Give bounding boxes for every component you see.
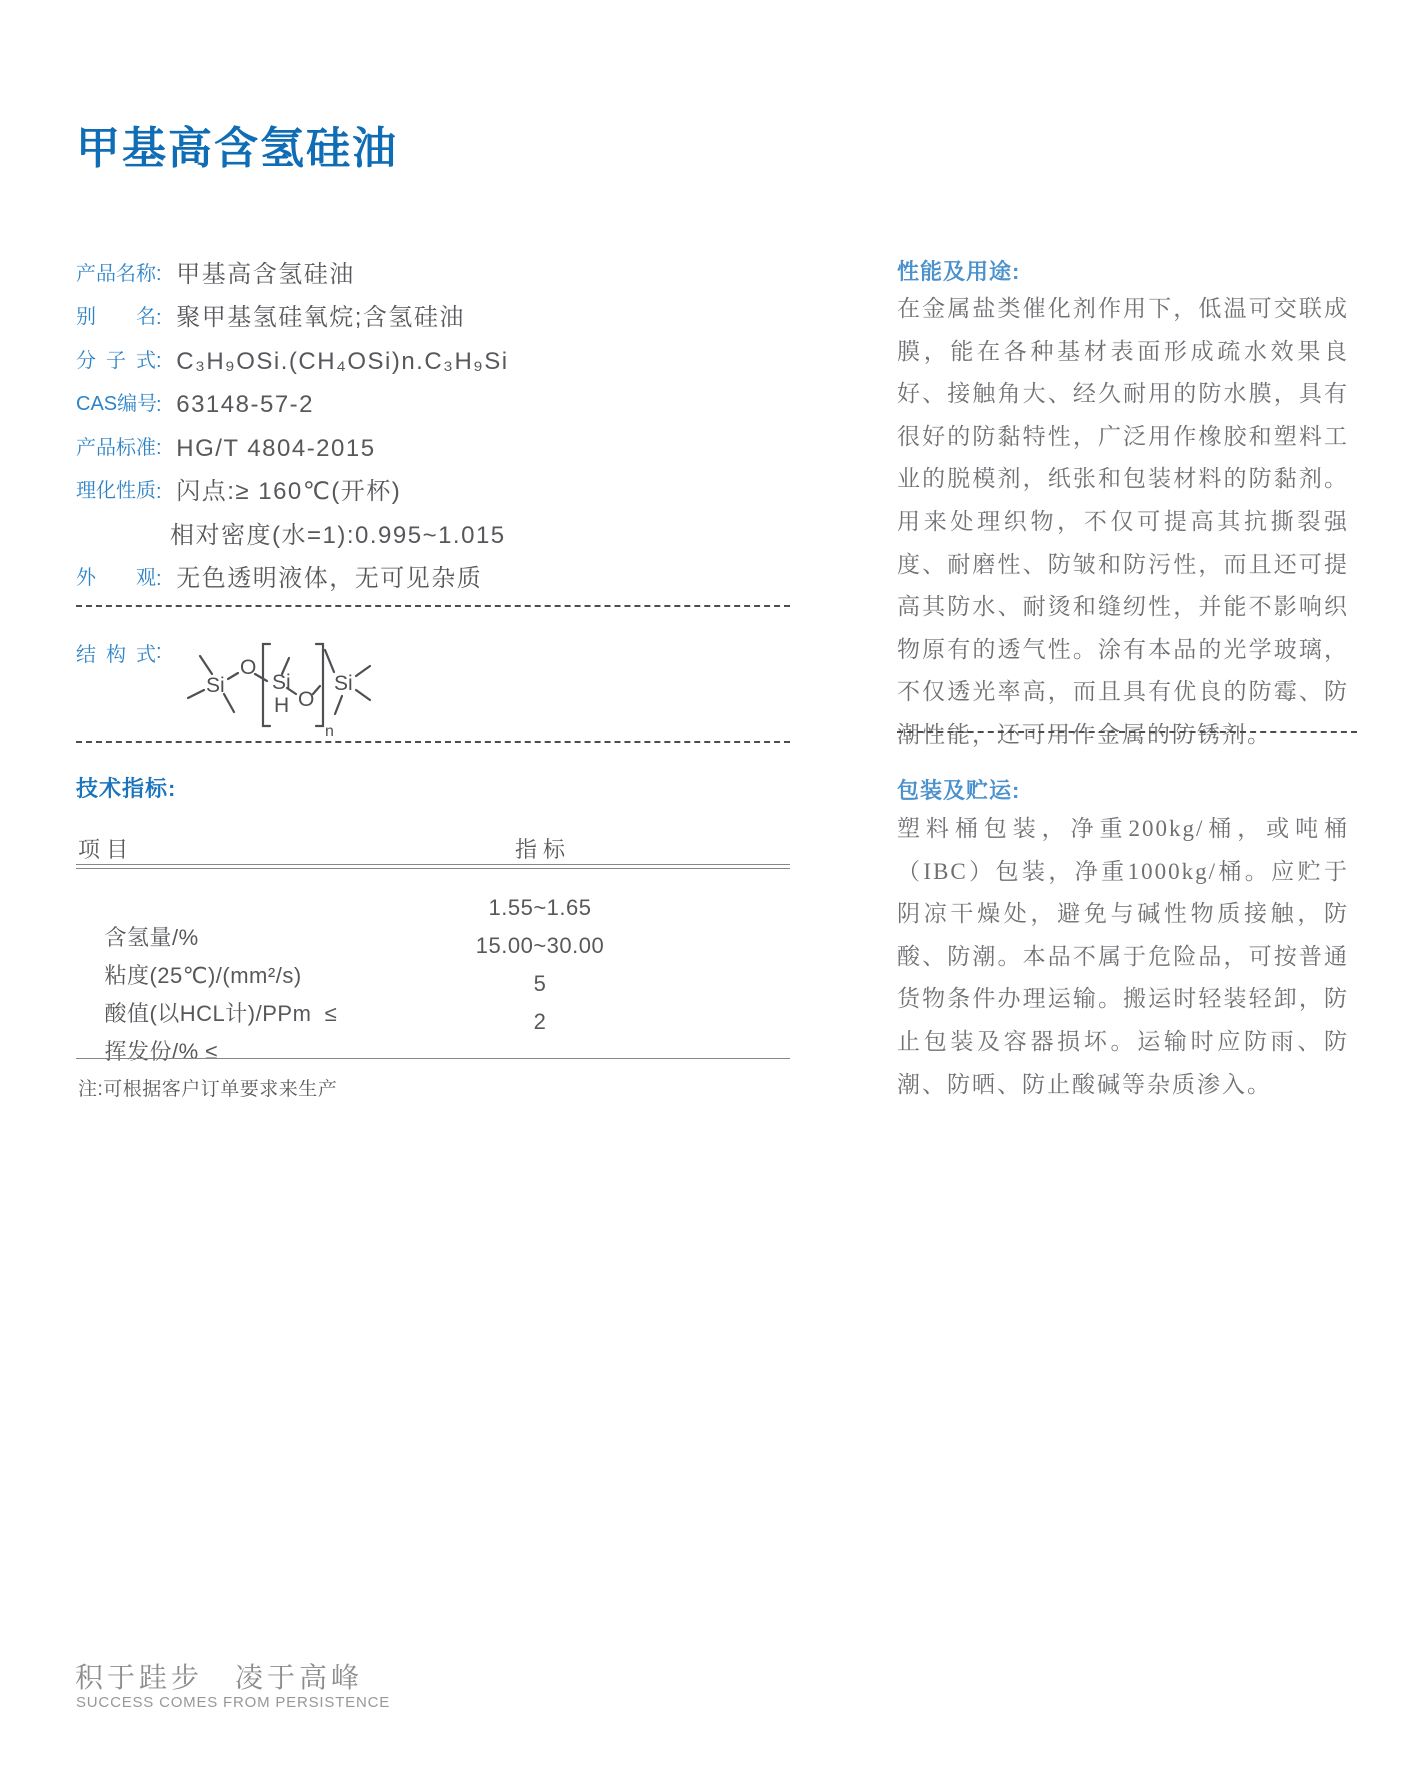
info-row-product-name [76,252,796,296]
dashed-separator [76,741,790,743]
label-colon: : [156,436,162,459]
footer-slogan-english: SUCCESS COMES FROM PERSISTENCE [76,1694,391,1711]
info-label: 外观 [76,567,156,590]
o-atom: O [298,688,315,711]
table-note: 注:可根据客户订单要求来生产 [78,1079,338,1100]
info-row-cas [76,383,796,427]
page-title: 甲基高含氢硅油 [76,124,398,173]
item-cell: 含氢量/% [104,925,199,950]
table-header-row [78,833,790,864]
si-atom: Si [334,672,353,695]
structure-label: 结构式: [76,641,162,666]
info-value: 无色透明液体，无可见杂质 [176,565,483,593]
info-label: 分子式 [76,349,156,372]
label-colon: : [156,567,162,590]
table-bottom-rule [76,1058,790,1059]
spec-cell: 5 [533,971,547,996]
item-cell: 挥发份/% ≤ [104,1039,218,1064]
info-value: 相对密度(水=1):0.995~1.015 [170,521,506,549]
subscript-n: n [325,723,334,740]
label-colon: : [156,306,162,329]
column-header-spec: 指 标 [514,837,566,862]
info-row-alias [76,296,796,340]
info-label: 别名 [76,306,156,329]
si-atom: Si [206,674,225,697]
table-row [78,1009,790,1118]
info-row-physchem [76,470,796,514]
packaging-paragraph: 塑料桶包装，净重200kg/桶，或吨桶（IBC）包装，净重1000kg/桶。应贮于阴凉干燥处，避免与碱性物质接触，防酸、防潮。本品不属于危险品，可按普通货物条件办理运输。搬运时轻装轻卸，防止包装及容器损坏。运输时应防雨、防潮、防晒、防止酸碱等杂质渗入。 [897,816,1349,1097]
info-value: HG/T 4804-2015 [176,434,376,462]
item-cell: 粘度(25℃)/(mm²/s) [104,963,302,988]
o-atom: O [240,656,257,679]
info-value: 闪点:≥ 160℃(开杯) [176,478,402,506]
performance-heading: 性能及用途: [897,259,1021,284]
tech-specs-heading: 技术指标: [76,776,177,801]
info-row-density [76,513,796,557]
info-row-appearance [76,557,796,601]
info-label: 理化性质 [76,480,156,503]
info-value: C₃H₉OSi.(CH₄OSi)n.C₃H₉Si [176,347,509,375]
info-row-formula [76,339,796,383]
h-atom: H [274,694,290,717]
info-row-standard [76,426,796,470]
info-label: CAS编号 [76,393,158,416]
dashed-separator [897,731,1357,733]
spec-cell: 2 [533,1009,547,1034]
info-value: 聚甲基氢硅氧烷;含氢硅油 [176,304,465,332]
info-value: 63148-57-2 [176,391,314,419]
dashed-separator [76,605,790,607]
structural-formula-drawing [158,630,438,746]
info-label: 产品名称 [76,262,156,285]
si-atom: Si [272,671,291,694]
product-info-list [76,252,796,600]
performance-paragraph: 在金属盐类催化剂作用下，低温可交联成膜，能在各种基材表面形成疏水效果良好、接触角大、经久耐用的防水膜，具有很好的防黏特性，广泛用作橡胶和塑料工业的脱模剂，纸张和包装材料的防黏剂。用来处理织物，不仅可提高其抗撕裂强度、耐磨性、防皱和防污性，而且还可提高其防水、耐烫和缝纫性，并能不影响织物原有的透气性。涂有本品的光学玻璃，不仅透光率高，而且具有优良的防霉、防潮性能，还可用作金属的防锈剂。 [897,296,1349,747]
info-label: 产品标准 [76,436,156,459]
label-colon: : [156,393,162,416]
label-colon: : [156,480,162,503]
label-colon: : [156,349,162,372]
item-cell: 酸值(以HCL计)/PPm ≤ [104,1001,338,1026]
info-value: 甲基高含氢硅油 [176,260,355,288]
column-header-item: 项 目 [78,837,129,862]
label-colon: : [156,262,162,285]
spec-cell: 15.00~30.00 [475,933,605,958]
spec-cell: 1.55~1.65 [488,895,592,920]
table-double-rule [76,864,790,869]
packaging-heading: 包装及贮运: [897,778,1021,803]
footer-slogan-chinese: 积于跬步 凌于高峰 [75,1662,364,1693]
